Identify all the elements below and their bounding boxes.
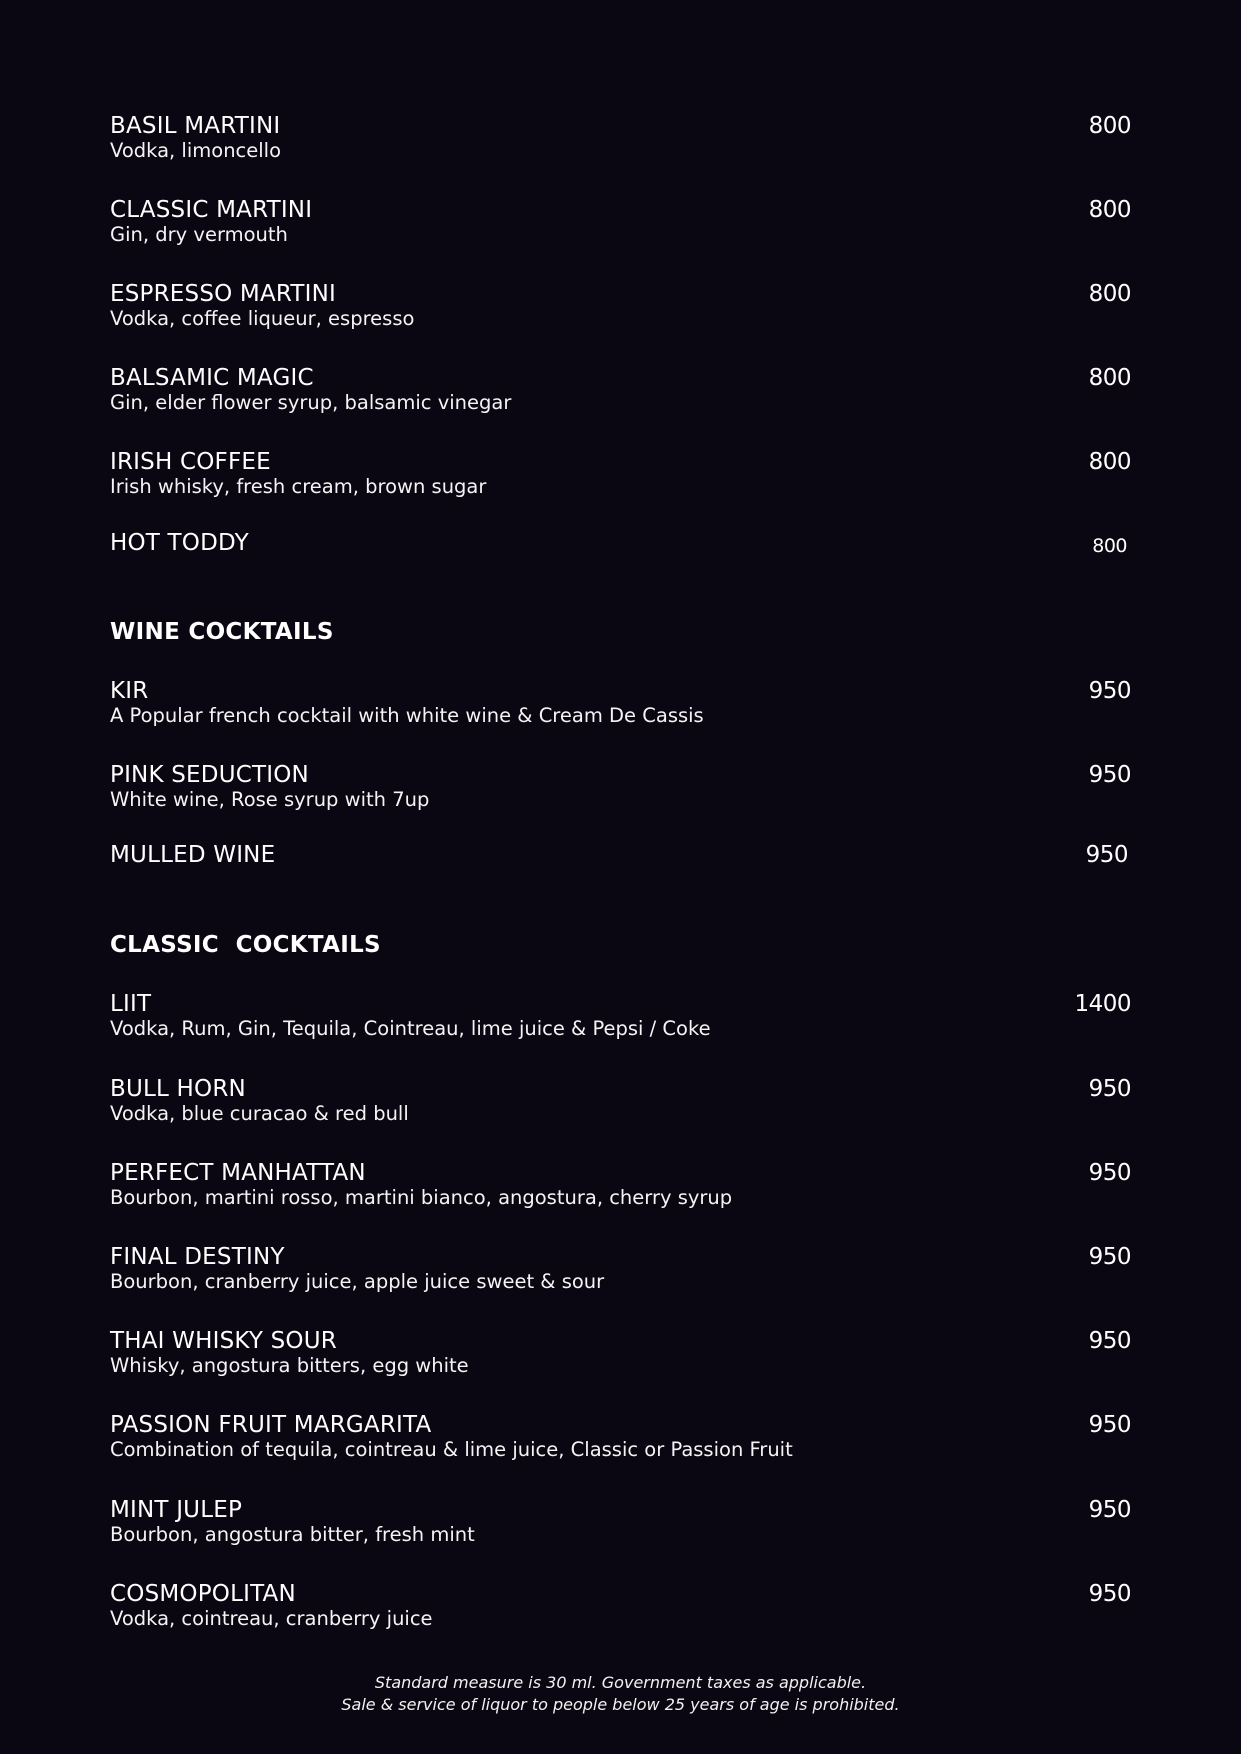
- item-price: 800: [1088, 365, 1131, 391]
- item-price: 950: [1088, 1497, 1131, 1523]
- item-description: Irish whisky, fresh cream, brown sugar: [110, 475, 487, 498]
- item-description: Vodka, coffee liqueur, espresso: [110, 307, 415, 330]
- item-price: 800: [1088, 197, 1131, 223]
- item-price: 1400: [1074, 991, 1131, 1017]
- item-price: 950: [1088, 762, 1131, 788]
- item-name: THAI WHISKY SOUR: [110, 1328, 337, 1354]
- item-price: 800: [1092, 535, 1127, 557]
- item-name: KIR: [110, 678, 149, 704]
- section-heading-wine-cocktails: WINE COCKTAILS: [110, 619, 334, 645]
- item-description: Gin, elder flower syrup, balsamic vinegar: [110, 391, 512, 414]
- item-description: White wine, Rose syrup with 7up: [110, 788, 430, 811]
- item-name: HOT TODDY: [110, 530, 249, 556]
- item-name: MULLED WINE: [110, 842, 276, 868]
- item-description: Vodka, cointreau, cranberry juice: [110, 1607, 433, 1630]
- item-name: BASIL MARTINI: [110, 113, 281, 139]
- item-name: LIIT: [110, 991, 152, 1017]
- item-description: Whisky, angostura bitters, egg white: [110, 1354, 469, 1377]
- item-price: 800: [1088, 449, 1131, 475]
- item-description: Bourbon, cranberry juice, apple juice sweet & sour: [110, 1270, 605, 1293]
- item-name: BULL HORN: [110, 1076, 246, 1102]
- item-name: PINK SEDUCTION: [110, 762, 309, 788]
- item-price: 950: [1088, 1412, 1131, 1438]
- item-price: 950: [1088, 1581, 1131, 1607]
- item-name: MINT JULEP: [110, 1497, 243, 1523]
- item-description: Gin, dry vermouth: [110, 223, 288, 246]
- item-description: Combination of tequila, cointreau & lime juice, Classic or Passion Fruit: [110, 1438, 793, 1461]
- item-price: 950: [1088, 1328, 1131, 1354]
- item-price: 800: [1088, 281, 1131, 307]
- item-description: Vodka, blue curacao & red bull: [110, 1102, 409, 1125]
- item-name: PERFECT MANHATTAN: [110, 1160, 366, 1186]
- footer-note: [0, 1672, 1241, 1716]
- item-name: PASSION FRUIT MARGARITA: [110, 1412, 432, 1438]
- item-name: ESPRESSO MARTINI: [110, 281, 337, 307]
- item-name: COSMOPOLITAN: [110, 1581, 296, 1607]
- item-description: Vodka, limoncello: [110, 139, 282, 162]
- item-price: 950: [1085, 842, 1128, 868]
- footer-line: Sale & service of liquor to people below 25 years of age is prohibited.: [341, 1695, 900, 1714]
- item-price: 950: [1088, 1244, 1131, 1270]
- item-price: 950: [1088, 1076, 1131, 1102]
- section-heading-classic-cocktails: CLASSIC COCKTAILS: [110, 932, 381, 958]
- item-price: 950: [1088, 1160, 1131, 1186]
- item-name: BALSAMIC MAGIC: [110, 365, 314, 391]
- item-description: Vodka, Rum, Gin, Tequila, Cointreau, lime juice & Pepsi / Coke: [110, 1017, 711, 1040]
- item-name: IRISH COFFEE: [110, 449, 271, 475]
- footer-line: Standard measure is 30 ml. Government taxes as applicable.: [374, 1673, 867, 1692]
- item-description: Bourbon, angostura bitter, fresh mint: [110, 1523, 475, 1546]
- item-description: A Popular french cocktail with white wine & Cream De Cassis: [110, 704, 704, 727]
- item-price: 950: [1088, 678, 1131, 704]
- item-name: CLASSIC MARTINI: [110, 197, 313, 223]
- item-name: FINAL DESTINY: [110, 1244, 285, 1270]
- item-description: Bourbon, martini rosso, martini bianco, angostura, cherry syrup: [110, 1186, 733, 1209]
- item-price: 800: [1088, 113, 1131, 139]
